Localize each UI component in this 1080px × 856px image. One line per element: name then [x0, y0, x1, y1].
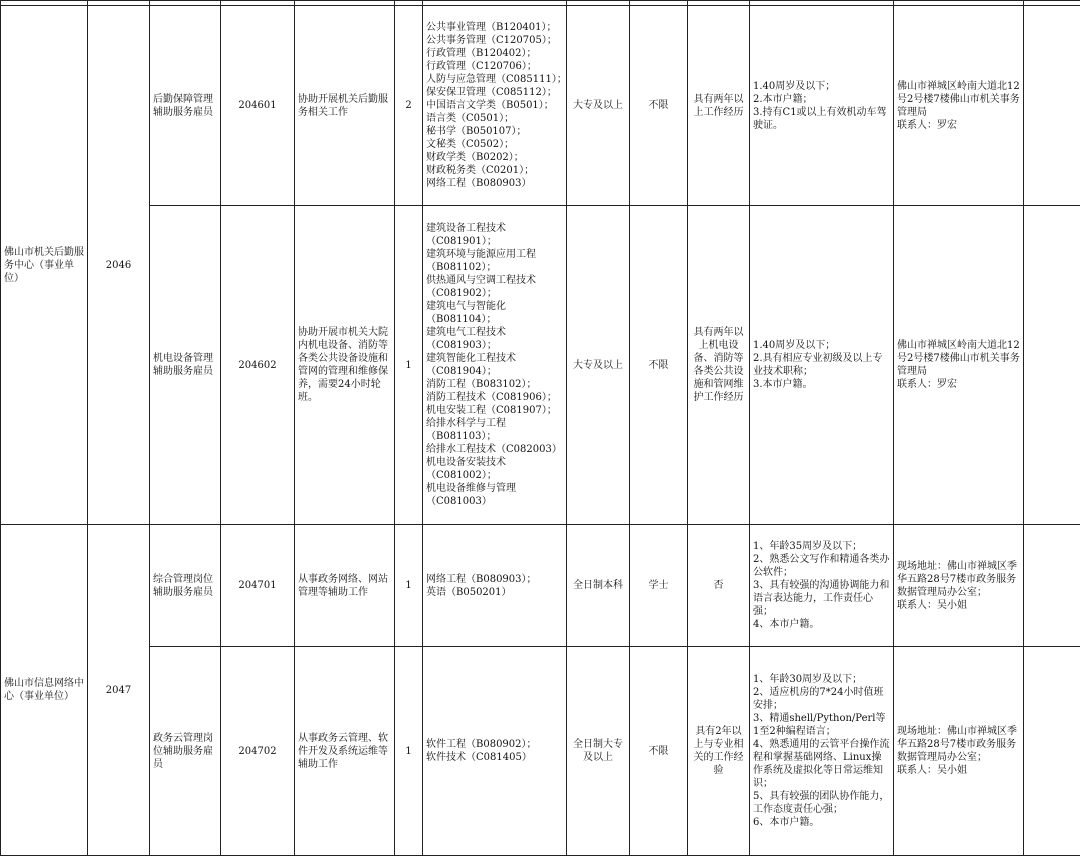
- requirements-cell: [750, 525, 894, 647]
- position-code: 204602: [238, 360, 276, 371]
- major-item: （C081902）；: [426, 287, 563, 300]
- major-item: 财政税务类（C0201）；: [426, 164, 563, 177]
- unit-name: 佛山市机关后勤服务中心（事业单位）: [4, 246, 84, 285]
- remark-cell: [1024, 647, 1080, 856]
- major-item: 网络工程（B080903）: [426, 177, 563, 190]
- education-cell: [567, 206, 630, 525]
- requirement-item: 2、适应机房的7*24小时值班安排；: [753, 686, 890, 712]
- experience: 具有两年以上工作经历: [691, 93, 746, 119]
- major-item: 建筑智能化工程技术: [426, 352, 563, 365]
- requirements-cell: [750, 206, 894, 525]
- position-title-cell: [150, 525, 221, 647]
- degree: 不限: [649, 746, 669, 757]
- requirement-item: 3.持有C1或以上有效机动车驾驶证。: [753, 106, 890, 132]
- position-title: 机电设备管理辅助服务雇员: [153, 352, 217, 378]
- position-code-cell: [221, 525, 295, 647]
- major-item: 供热通风与空调工程技术: [426, 274, 563, 287]
- major-item: 中国语言文学类（B0501）；: [426, 99, 563, 112]
- experience: 具有2年以上与专业相关的工作经验: [691, 725, 746, 777]
- count: 2: [405, 100, 411, 111]
- experience-cell: [688, 206, 750, 525]
- requirement-item: 1.40周岁及以下；: [753, 80, 890, 93]
- position-code: 204701: [238, 580, 276, 591]
- contact-cell: [894, 525, 1024, 647]
- position-title-cell: [150, 647, 221, 856]
- requirement-item: 2、熟悉公文写作和精通各类办公软件；: [753, 553, 890, 579]
- degree: 不限: [649, 100, 669, 111]
- major-item: 给排水科学与工程: [426, 417, 563, 430]
- major-item: 人防与应急管理（C085111）；: [426, 73, 563, 86]
- position-code-cell: [221, 6, 295, 206]
- education-cell: [567, 647, 630, 856]
- experience: 否: [691, 579, 746, 592]
- position-code-cell: [221, 206, 295, 525]
- majors-cell: [423, 525, 567, 647]
- duty: 从事政务网络、网站管理等辅助工作: [298, 573, 391, 599]
- degree-cell: [630, 647, 688, 856]
- contact: 现场地址：佛山市禅城区季华五路28号7楼市政务服务数据管理局办公室； 联系人：吴小姐: [897, 560, 1020, 612]
- unit-code-cell: [88, 525, 150, 856]
- experience-cell: [688, 647, 750, 856]
- requirement-item: 5、具有较强的团队协作能力，工作态度责任心强；: [753, 790, 890, 816]
- contact-cell: [894, 206, 1024, 525]
- table-row: [1, 6, 1080, 206]
- count-cell: [395, 6, 423, 206]
- duty: 从事政务云管理、软件开发及系统运维等辅助工作: [298, 732, 391, 771]
- experience-cell: [688, 525, 750, 647]
- position-title: 政务云管理岗位辅助服务雇员: [153, 732, 217, 771]
- major-item: 行政管理（C120706）；: [426, 60, 563, 73]
- education: 大专及以上: [570, 359, 626, 372]
- duty-cell: [295, 525, 395, 647]
- major-item: （B081102）；: [426, 261, 563, 274]
- unit-code: 2047: [106, 685, 131, 696]
- major-item: 建筑电气工程技术: [426, 326, 563, 339]
- position-title: 后勤保障管理辅助服务雇员: [153, 93, 217, 119]
- duty-cell: [295, 6, 395, 206]
- major-item: 财政学类（B0202）；: [426, 151, 563, 164]
- count: 1: [405, 746, 411, 757]
- major-item: （B081103）；: [426, 430, 563, 443]
- requirement-item: 3、精通shell/Python/Perl等1至2种编程语言；: [753, 712, 890, 738]
- major-item: 消防工程（B083102）；: [426, 378, 563, 391]
- requirement-item: 2.本市户籍；: [753, 93, 890, 106]
- major-item: 软件工程（B080902）；: [426, 738, 563, 751]
- contact-cell: [894, 647, 1024, 856]
- major-item: 软件技术（C081405）: [426, 751, 563, 764]
- position-code: 204601: [238, 100, 276, 111]
- major-item: （C081903）；: [426, 339, 563, 352]
- duty: 协助开展市机关大院内机电设备、消防等各类公共设备设施和管网的管理和维修保养，需要24小时轮班。: [298, 326, 391, 404]
- position-code-cell: [221, 647, 295, 856]
- contact: 现场地址：佛山市禅城区季华五路28号7楼市政务服务数据管理局办公室； 联系人：吴小姐: [897, 725, 1020, 777]
- table-row: [1, 525, 1080, 647]
- position-title-cell: [150, 6, 221, 206]
- education-cell: [567, 6, 630, 206]
- table-row: [1, 206, 1080, 525]
- major-item: 消防工程技术（C081906）；: [426, 391, 563, 404]
- requirement-item: 3、具有较强的沟通协调能力和语言表达能力，工作责任心强；: [753, 579, 890, 618]
- requirement-item: 1、年龄35周岁及以下；: [753, 540, 890, 553]
- requirements-cell: [750, 6, 894, 206]
- major-item: 机电设备维修与管理: [426, 482, 563, 495]
- major-item: 建筑环境与能源应用工程: [426, 248, 563, 261]
- major-item: 行政管理（B120402）；: [426, 47, 563, 60]
- major-item: （C081002）；: [426, 469, 563, 482]
- remark-cell: [1024, 6, 1080, 206]
- duty-cell: [295, 647, 395, 856]
- unit-name-cell: [1, 6, 88, 525]
- education-cell: [567, 525, 630, 647]
- position-code: 204702: [238, 746, 276, 757]
- position-title: 综合管理岗位辅助服务雇员: [153, 573, 217, 599]
- degree-cell: [630, 525, 688, 647]
- major-item: （C081904）；: [426, 365, 563, 378]
- major-item: 给排水工程技术（C082003）: [426, 443, 563, 456]
- major-item: 公共事务管理（C120705）；: [426, 34, 563, 47]
- degree: 学士: [649, 580, 669, 591]
- position-title-cell: [150, 206, 221, 525]
- degree-cell: [630, 206, 688, 525]
- contact-cell: [894, 6, 1024, 206]
- requirements-cell: [750, 647, 894, 856]
- major-item: 语言类（C0501）；: [426, 112, 563, 125]
- experience-cell: [688, 6, 750, 206]
- requirement-item: 4、本市户籍。: [753, 618, 890, 631]
- major-item: 网络工程（B080903）；: [426, 573, 563, 586]
- count: 1: [405, 580, 411, 591]
- unit-code-cell: [88, 6, 150, 525]
- major-item: 建筑电气与智能化: [426, 300, 563, 313]
- requirement-item: 1、年龄30周岁及以下；: [753, 673, 890, 686]
- majors-cell: [423, 6, 567, 206]
- education: 大专及以上: [570, 99, 626, 112]
- contact: 佛山市禅城区岭南大道北12号2号楼7楼佛山市机关事务管理局 联系人：罗宏: [897, 339, 1020, 391]
- remark-cell: [1024, 525, 1080, 647]
- requirement-item: 2.具有相应专业初级及以上专业技术职称；: [753, 352, 890, 378]
- majors-cell: [423, 647, 567, 856]
- count-cell: [395, 647, 423, 856]
- major-item: 建筑设备工程技术: [426, 222, 563, 235]
- major-item: 保安保卫管理（C085112）；: [426, 86, 563, 99]
- education: 全日制大专及以上: [570, 738, 626, 764]
- experience: 具有两年以上机电设备、消防等各类公共设施和管网维护工作经历: [691, 326, 746, 404]
- requirement-item: 6、本市户籍。: [753, 816, 890, 829]
- duty: 协助开展机关后勤服务相关工作: [298, 93, 391, 119]
- major-item: 公共事业管理（B120401）；: [426, 21, 563, 34]
- remark-cell: [1024, 206, 1080, 525]
- major-item: 英语（B050201）: [426, 586, 563, 599]
- requirement-item: 3.本市户籍。: [753, 378, 890, 391]
- major-item: 机电安装工程（C081907）；: [426, 404, 563, 417]
- major-item: （C081901）；: [426, 235, 563, 248]
- unit-code: 2046: [106, 260, 131, 271]
- unit-name-cell: [1, 525, 88, 856]
- count-cell: [395, 206, 423, 525]
- major-item: （C081003）: [426, 495, 563, 508]
- contact: 佛山市禅城区岭南大道北12号2号楼7楼佛山市机关事务管理局 联系人：罗宏: [897, 80, 1020, 132]
- major-item: 机电设备安装技术: [426, 456, 563, 469]
- count: 1: [405, 360, 411, 371]
- major-item: 文秘类（C0502）；: [426, 138, 563, 151]
- education: 全日制本科: [570, 579, 626, 592]
- degree: 不限: [649, 360, 669, 371]
- count-cell: [395, 525, 423, 647]
- requirement-item: 4、熟悉通用的云管平台操作流程和掌握基础网络、Linux操作系统及虚拟化等日常运维知识；: [753, 738, 890, 790]
- degree-cell: [630, 6, 688, 206]
- duty-cell: [295, 206, 395, 525]
- major-item: （B081104）；: [426, 313, 563, 326]
- majors-cell: [423, 206, 567, 525]
- major-item: 秘书学（B050107）；: [426, 125, 563, 138]
- requirement-item: 1.40周岁及以下；: [753, 339, 890, 352]
- table-row: [1, 647, 1080, 856]
- unit-name: 佛山市信息网络中心（事业单位）: [4, 677, 84, 703]
